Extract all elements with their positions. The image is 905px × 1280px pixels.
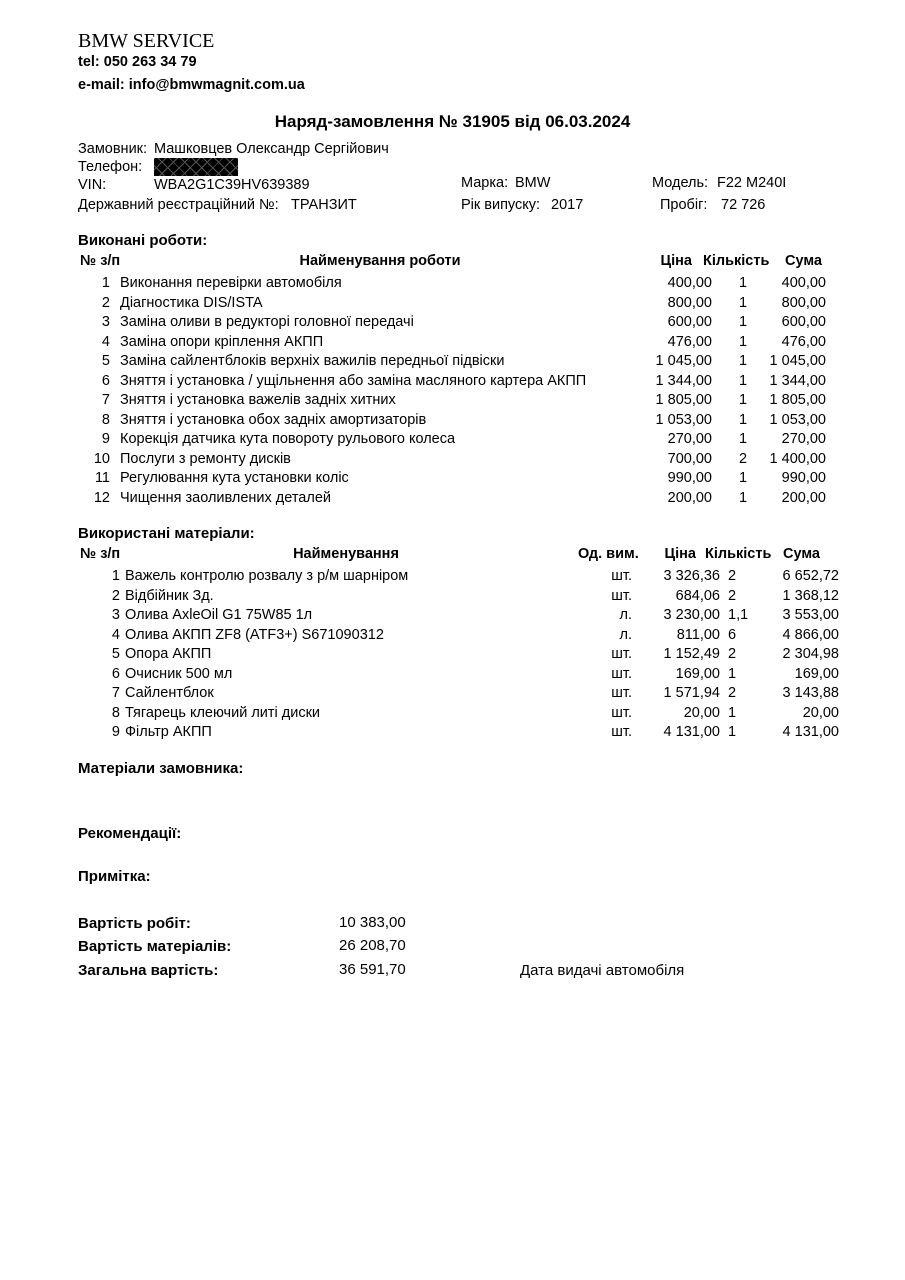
materials-row-qty: 1,1: [728, 607, 749, 623]
works-row-name: Зняття і установка обох задніх амортизаторів: [120, 411, 427, 428]
brand-label: Марка:: [461, 175, 509, 191]
works-row-name: Виконання перевірки автомобіля: [120, 275, 342, 291]
works-row-num: 2: [101, 294, 110, 311]
materials-row-sum: 4 866,00: [782, 626, 839, 643]
works-row-name: Чищення заоливлених деталей: [120, 489, 332, 506]
works-row-sum: 1 053,00: [769, 411, 826, 428]
phone-label: Телефон:: [78, 159, 143, 175]
materials-row: [0, 705, 905, 724]
materials-row-qty: 6: [728, 626, 737, 643]
works-row-name: Регулювання кута установки коліс: [120, 470, 349, 486]
materials-row-num: 7: [111, 685, 120, 701]
total-cost-label: Загальна вартість:: [78, 962, 219, 979]
materials-row: [0, 666, 905, 685]
works-row-price: 1 045,00: [655, 353, 712, 369]
works-row-sum: 1 344,00: [769, 372, 826, 389]
materials-row-num: 5: [111, 646, 120, 662]
materials-row-qty: 1: [728, 704, 737, 721]
year-value: 2017: [551, 197, 584, 213]
materials-row-sum: 3 143,88: [782, 685, 839, 701]
model-value: F22 M240I: [717, 175, 787, 191]
works-row-price: 270,00: [667, 431, 712, 447]
works-col-qty: Кількість: [703, 253, 770, 269]
works-row-name: Заміна опори кріплення АКПП: [120, 333, 324, 350]
materials-row-unit: шт.: [611, 568, 632, 584]
customer-name: Машковцев Олександр Сергійович: [154, 141, 389, 157]
customer-label: Замовник:: [78, 141, 148, 157]
works-row-sum: 1 400,00: [769, 450, 826, 467]
release-date-label: Дата видачі автомобіля: [520, 962, 685, 979]
works-row-price: 200,00: [667, 489, 712, 506]
materials-row: [0, 588, 905, 607]
works-row-num: 6: [101, 372, 110, 389]
works-row-price: 700,00: [667, 450, 712, 467]
works-row-qty: 1: [738, 489, 748, 506]
works-row-price: 990,00: [667, 470, 712, 486]
materials-col-price: Ціна: [664, 546, 696, 562]
reg-label: Державний реєстраційний №:: [78, 197, 279, 213]
materials-heading: Використані матеріали:: [78, 525, 255, 542]
works-row: [0, 314, 905, 333]
works-row-name: Зняття і установка важелів задніх хитних: [120, 392, 396, 408]
materials-row-price: 169,00: [675, 665, 720, 682]
materials-cost-value: 26 208,70: [339, 937, 406, 954]
works-header-row: [0, 253, 905, 272]
total-cost-value: 36 591,70: [339, 961, 406, 978]
mileage-label: Пробіг:: [660, 197, 708, 213]
works-row-price: 400,00: [667, 275, 712, 291]
works-row-num: 4: [101, 333, 110, 350]
works-row-num: 11: [94, 470, 110, 486]
materials-row: [0, 568, 905, 587]
materials-row-price: 1 571,94: [663, 685, 720, 701]
works-row-sum: 990,00: [781, 470, 826, 486]
works-col-name: Найменування роботи: [299, 253, 461, 269]
materials-row-unit: л.: [619, 607, 632, 623]
works-row-sum: 476,00: [781, 333, 826, 350]
materials-row: [0, 607, 905, 626]
reg-value: ТРАНЗИТ: [291, 197, 357, 213]
materials-row-sum: 1 368,12: [782, 587, 839, 604]
materials-col-sum: Сума: [783, 546, 820, 562]
works-row-num: 7: [101, 392, 110, 408]
materials-col-unit: Од. вим.: [578, 546, 639, 562]
works-row: [0, 451, 905, 470]
works-row-num: 8: [101, 411, 110, 428]
materials-row-num: 8: [111, 704, 120, 721]
works-row-num: 3: [101, 314, 110, 330]
works-row-num: 9: [101, 431, 110, 447]
brand-value: BMW: [515, 175, 551, 191]
materials-row-name: Відбійник Зд.: [125, 587, 214, 604]
works-cost-value: 10 383,00: [339, 914, 406, 931]
works-row: [0, 275, 905, 294]
materials-row-qty: 2: [728, 685, 737, 701]
materials-row-num: 9: [111, 724, 120, 740]
materials-row-unit: шт.: [611, 587, 632, 604]
works-row-price: 1 053,00: [655, 411, 712, 428]
works-row-sum: 400,00: [781, 275, 826, 291]
works-row-price: 800,00: [667, 294, 712, 311]
materials-cost-label: Вартість матеріалів:: [78, 938, 232, 955]
works-row-qty: 1: [738, 411, 748, 428]
works-row: [0, 412, 905, 431]
works-row-num: 5: [101, 353, 110, 369]
works-row: [0, 295, 905, 314]
materials-row-sum: 2 304,98: [782, 646, 839, 662]
works-row: [0, 373, 905, 392]
works-row-price: 600,00: [667, 314, 712, 330]
works-col-sum: Сума: [785, 253, 822, 269]
note-heading: Примітка:: [78, 868, 151, 885]
materials-row-name: Важель контролю розвалу з р/м шарніром: [125, 568, 409, 584]
company-phone: tel: 050 263 34 79: [78, 54, 197, 70]
materials-row-price: 3 326,36: [663, 568, 720, 584]
materials-row-num: 3: [111, 607, 120, 623]
works-row-qty: 1: [738, 294, 748, 311]
works-col-price: Ціна: [660, 253, 692, 269]
materials-row-unit: шт.: [611, 704, 632, 721]
materials-row-sum: 169,00: [794, 665, 839, 682]
phone-redacted: [154, 158, 238, 176]
works-row-num: 12: [93, 489, 110, 506]
materials-row-price: 811,00: [676, 626, 720, 643]
works-row-price: 1 344,00: [655, 372, 712, 389]
recommendations-heading: Рекомендації:: [78, 825, 182, 842]
materials-header-row: [0, 546, 905, 565]
works-row-name: Діагностика DIS/ISTA: [120, 294, 263, 311]
works-row-qty: 1: [738, 470, 748, 486]
works-row-qty: 1: [738, 431, 748, 447]
works-row: [0, 431, 905, 450]
works-row-num: 10: [93, 450, 110, 467]
works-row-name: Зняття і установка / ущільнення або заміна масляного картера АКПП: [120, 372, 587, 389]
materials-row: [0, 627, 905, 646]
works-row-sum: 270,00: [781, 431, 826, 447]
materials-row-unit: л.: [619, 626, 632, 643]
company-name: BMW SERVICE: [78, 30, 215, 52]
materials-row-num: 2: [111, 587, 120, 604]
works-row-price: 1 805,00: [655, 392, 712, 408]
company-email: e-mail: info@bmwmagnit.com.ua: [78, 77, 305, 93]
materials-row-num: 1: [111, 568, 120, 584]
materials-row-unit: шт.: [611, 685, 632, 701]
materials-row-qty: 1: [728, 724, 737, 740]
works-row-name: Послуги з ремонту дисків: [120, 450, 291, 467]
materials-col-qty: Кількість: [705, 546, 772, 562]
works-row: [0, 334, 905, 353]
materials-row-price: 1 152,49: [663, 646, 720, 662]
works-row-qty: 1: [738, 333, 748, 350]
materials-row-sum: 6 652,72: [782, 568, 839, 584]
works-row-qty: 1: [738, 353, 748, 369]
materials-row-name: Тягарець клеючий литі диски: [125, 704, 321, 721]
works-cost-label: Вартість робіт:: [78, 915, 191, 932]
materials-row-price: 20,00: [683, 704, 720, 721]
materials-row-price: 684,06: [675, 587, 720, 604]
works-row-qty: 2: [738, 450, 748, 467]
works-col-num: № з/п: [80, 253, 121, 269]
works-row-qty: 1: [738, 314, 748, 330]
materials-row-qty: 2: [728, 568, 737, 584]
works-row: [0, 392, 905, 411]
materials-row-price: 4 131,00: [663, 724, 720, 740]
materials-row-sum: 4 131,00: [782, 724, 839, 740]
works-row-sum: 1 045,00: [769, 353, 826, 369]
vin-label: VIN:: [78, 177, 107, 193]
materials-row-qty: 2: [728, 646, 737, 662]
materials-row-num: 4: [111, 626, 120, 643]
works-row-qty: 1: [738, 372, 748, 389]
materials-row-unit: шт.: [611, 665, 632, 682]
materials-row: [0, 646, 905, 665]
works-row-sum: 200,00: [781, 489, 826, 506]
works-row-name: Заміна сайлентблоків верхніх важилів передньої підвіски: [120, 353, 505, 369]
works-row-sum: 600,00: [781, 314, 826, 330]
materials-row-qty: 1: [728, 665, 737, 682]
model-label: Модель:: [652, 175, 709, 191]
works-row-qty: 1: [738, 275, 748, 291]
works-row: [0, 490, 905, 509]
order-title: Наряд-замовлення № 31905 від 06.03.2024: [274, 112, 631, 131]
materials-row-name: Опора АКПП: [125, 646, 212, 662]
works-row-sum: 1 805,00: [769, 392, 826, 408]
works-row: [0, 470, 905, 489]
works-row-name: Заміна оливи в редукторі головної передачі: [120, 314, 414, 330]
works-row-qty: 1: [738, 392, 748, 408]
year-label: Рік випуску:: [461, 197, 541, 213]
works-row-sum: 800,00: [781, 294, 826, 311]
materials-row: [0, 685, 905, 704]
mileage-value: 72 726: [721, 197, 766, 213]
customer-materials-heading: Матеріали замовника:: [78, 760, 244, 777]
works-row: [0, 353, 905, 372]
materials-row-num: 6: [111, 665, 120, 682]
materials-row-qty: 2: [728, 587, 737, 604]
materials-col-num: № з/п: [80, 546, 121, 562]
materials-col-name: Найменування: [293, 546, 399, 562]
works-row-price: 476,00: [667, 333, 712, 350]
materials-row: [0, 724, 905, 743]
materials-row-unit: шт.: [611, 646, 632, 662]
works-row-name: Корекція датчика кута повороту рульового колеса: [120, 431, 456, 447]
vin-value: WBA2G1C39HV639389: [154, 177, 310, 193]
works-row-num: 1: [101, 275, 110, 291]
materials-row-name: Олива АКПП ZF8 (ATF3+) S671090312: [125, 626, 384, 643]
works-heading: Виконані роботи:: [78, 232, 208, 249]
materials-row-name: Олива AxleOil G1 75W85 1л: [125, 607, 313, 623]
materials-row-name: Сайлентблок: [125, 685, 214, 701]
materials-row-sum: 3 553,00: [782, 607, 839, 623]
materials-row-price: 3 230,00: [663, 607, 720, 623]
materials-row-name: Очисник 500 мл: [125, 665, 233, 682]
materials-row-sum: 20,00: [802, 704, 839, 721]
materials-row-name: Фільтр АКПП: [125, 724, 212, 740]
materials-row-unit: шт.: [611, 724, 632, 740]
